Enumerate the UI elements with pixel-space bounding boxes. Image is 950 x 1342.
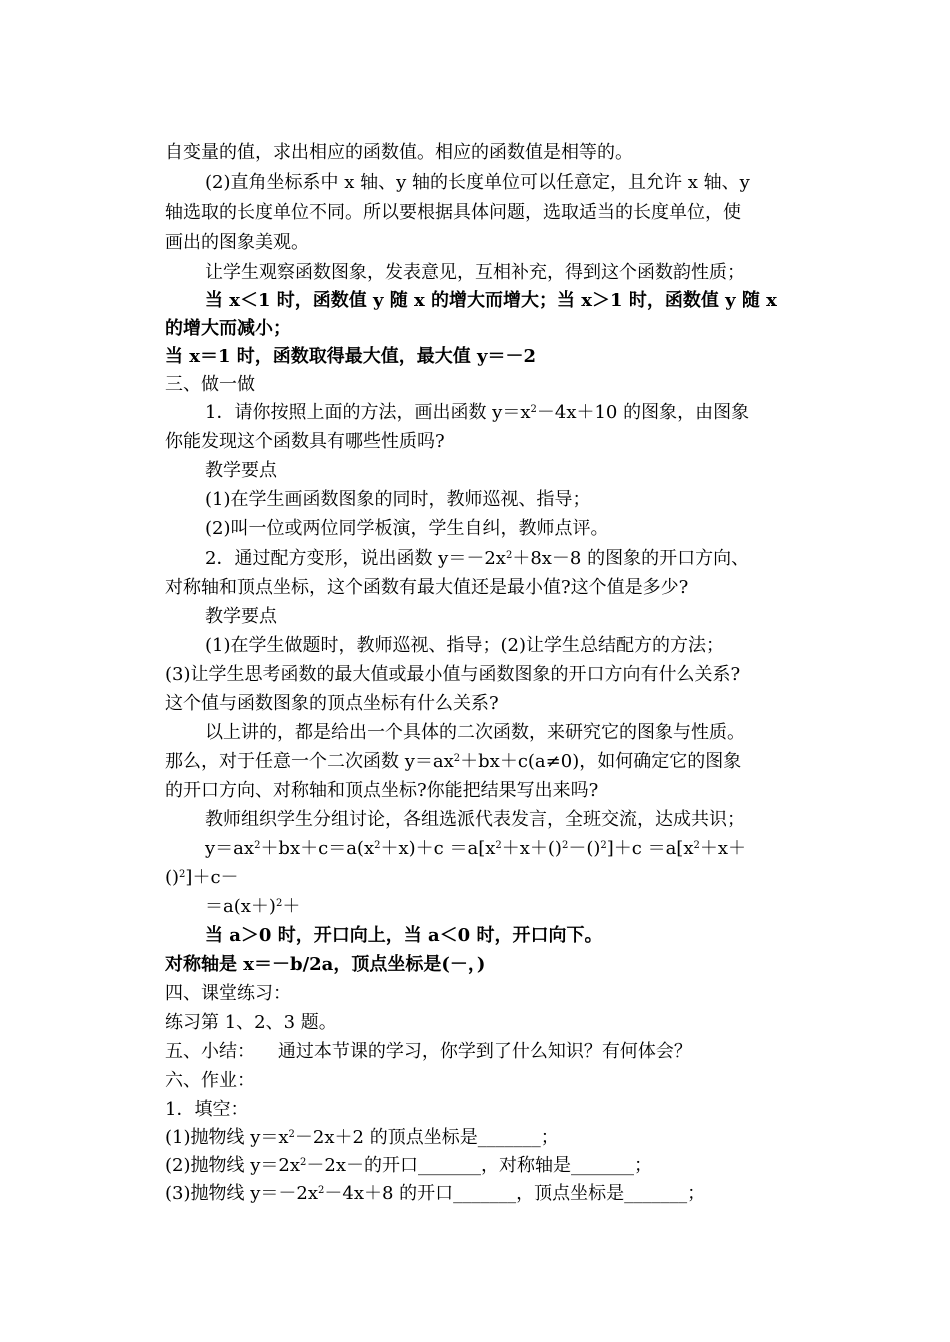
text-line-22 bbox=[165, 748, 741, 776]
text-part: ＝a(x＋) bbox=[205, 896, 276, 917]
text-line-18: (1)在学生做题时，教师巡视、指导；(2)让学生总结配方的方法； bbox=[205, 635, 724, 656]
exercise-line-1 bbox=[165, 1124, 559, 1152]
text-line-1: 自变量的值，求出相应的函数值。相应的函数值是相等的。 bbox=[165, 142, 633, 163]
text-line-17: 教学要点 bbox=[205, 606, 277, 627]
section-heading-3: 三、做一做 bbox=[165, 374, 255, 395]
formula-line-25 bbox=[205, 835, 746, 863]
bold-line-6: 当 x＜1 时，函数值 y 随 x 的增大而增大；当 x＞1 时，函数值 y 随 x bbox=[205, 290, 777, 311]
text-part: (3)抛物线 y＝－2x bbox=[165, 1183, 318, 1204]
text-line-4: 画出的图象美观。 bbox=[165, 232, 309, 253]
superscript: 2 bbox=[561, 840, 569, 851]
section-heading-5: 五、小结： 通过本节课的学习，你学到了什么知识？有何体会？ bbox=[165, 1041, 692, 1062]
text-part: () bbox=[165, 867, 180, 888]
text-part: ＋x＋ bbox=[699, 838, 747, 859]
text-part: (2)抛物线 y＝2x bbox=[165, 1155, 300, 1176]
text-line-19: (3)让学生思考函数的最大值或最小值与函数图象的开口方向有什么关系? bbox=[165, 664, 741, 685]
text-part: ＋bx＋c＝a(x bbox=[260, 838, 375, 859]
text-part: －2x－的开口_______，对称轴是_______； bbox=[306, 1155, 652, 1176]
text-part: 那么，对于任意一个二次函数 y＝ax bbox=[165, 751, 454, 772]
section-heading-4: 四、课堂练习： bbox=[165, 983, 291, 1004]
text-part: －() bbox=[568, 838, 601, 859]
text-part: －2x＋2 的顶点坐标是_______； bbox=[294, 1127, 559, 1148]
superscript: 2 bbox=[453, 753, 461, 764]
text-part: (1)抛物线 y＝x bbox=[165, 1127, 289, 1148]
text-line-31: 练习第 1、2、3 题。 bbox=[165, 1012, 337, 1033]
text-part: ＋x)＋c ＝a[x bbox=[380, 838, 496, 859]
bold-line-29: 对称轴是 x＝－b/2a，顶点坐标是(－，) bbox=[165, 954, 486, 975]
text-line-10 bbox=[205, 399, 749, 427]
text-line-14: (2)叫一位或两位同学板演，学生自纠，教师点评。 bbox=[205, 518, 609, 539]
text-part: －4x＋8 的开口_______，顶点坐标是_______； bbox=[324, 1183, 706, 1204]
text-part: 2．通过配方变形，说出函数 y＝－2x bbox=[205, 548, 506, 569]
text-part: ＋x＋() bbox=[501, 838, 562, 859]
text-line-20: 这个值与函数图象的顶点坐标有什么关系? bbox=[165, 693, 499, 714]
exercise-line-2 bbox=[165, 1152, 652, 1180]
text-line-24: 教师组织学生分组讨论，各组选派代表发言，全班交流，达成共识； bbox=[205, 809, 745, 830]
superscript: 2 bbox=[693, 840, 700, 851]
text-line-13: (1)在学生画函数图象的同时，教师巡视、指导； bbox=[205, 489, 591, 510]
text-part: ＋8x－8 的图象的开口方向、 bbox=[512, 548, 750, 569]
text-line-2: (2)直角坐标系中 x 轴、y 轴的长度单位可以任意定，且允许 x 轴、y bbox=[205, 172, 750, 193]
superscript: 2 bbox=[275, 898, 283, 909]
text-line-23: 的开口方向、对称轴和顶点坐标?你能把结果写出来吗? bbox=[165, 780, 599, 801]
text-line-3: 轴选取的长度单位不同。所以要根据具体问题，选取适当的长度单位，使 bbox=[165, 202, 741, 223]
text-part: －4x＋10 的图象，由图象 bbox=[536, 402, 750, 423]
text-part: ]＋c－ bbox=[185, 867, 239, 888]
text-line-12: 教学要点 bbox=[205, 460, 277, 481]
superscript: 2 bbox=[288, 1129, 295, 1140]
superscript: 2 bbox=[495, 840, 502, 851]
text-line-5: 让学生观察函数图象，发表意见，互相补充，得到这个函数韵性质； bbox=[205, 262, 745, 283]
superscript: 2 bbox=[530, 404, 537, 415]
section-heading-6: 六、作业： bbox=[165, 1070, 255, 1091]
superscript: 2 bbox=[254, 840, 261, 851]
text-line-15 bbox=[205, 545, 749, 573]
text-part: ＋ bbox=[282, 896, 301, 917]
superscript: 2 bbox=[300, 1157, 307, 1168]
bold-line-7: 的增大而减小； bbox=[165, 318, 291, 339]
text-part: ＋bx＋c(a≠0)，如何确定它的图象 bbox=[460, 751, 742, 772]
formula-line-26 bbox=[165, 864, 239, 892]
superscript: 2 bbox=[318, 1185, 325, 1196]
text-part: ]＋c ＝a[x bbox=[606, 838, 694, 859]
exercise-line-3 bbox=[165, 1180, 705, 1208]
text-line-34: 1．填空： bbox=[165, 1099, 249, 1120]
superscript: 2 bbox=[374, 840, 381, 851]
superscript: 2 bbox=[600, 840, 607, 851]
text-line-11: 你能发现这个函数具有哪些性质吗? bbox=[165, 431, 445, 452]
text-line-21: 以上讲的，都是给出一个具体的二次函数，来研究它的图象与性质。 bbox=[205, 722, 745, 743]
text-part: 1．请你按照上面的方法，画出函数 y＝x bbox=[205, 402, 531, 423]
text-line-16: 对称轴和顶点坐标，这个函数有最大值还是最小值?这个值是多少? bbox=[165, 577, 689, 598]
superscript: 2 bbox=[505, 550, 513, 561]
formula-line-27 bbox=[205, 893, 300, 921]
bold-line-28: 当 a＞0 时，开口向上，当 a＜0 时，开口向下。 bbox=[205, 925, 603, 946]
superscript: 2 bbox=[179, 869, 186, 880]
text-part: y＝ax bbox=[205, 838, 255, 859]
bold-line-8: 当 x＝1 时，函数取得最大值，最大值 y＝－2 bbox=[165, 346, 537, 367]
